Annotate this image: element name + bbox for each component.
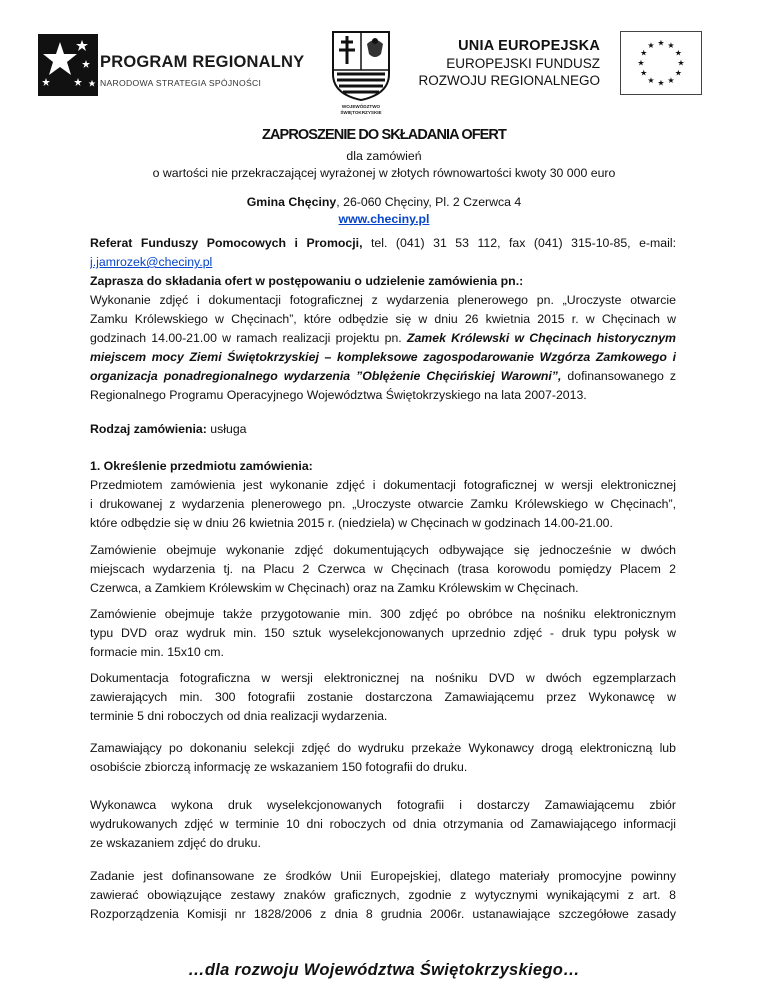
program-title: PROGRAM REGIONALNY: [100, 53, 305, 71]
program-subtitle: NARODOWA STRATEGIA SPÓJNOŚCI: [100, 78, 262, 88]
s1-p2-line3: Czerwca, a Zamkiem Królewskim w Chęcinach) oraz na Zamku Królewskim w Chęcinach.: [90, 581, 579, 595]
eu-star-icon: ★: [647, 41, 655, 51]
s1-p2-line2: miejscach wydarzenia tj. na Placu 2 Czerwca w Chęcinach (trasa korowodu pomiędzy Placem 2: [90, 562, 676, 576]
section1: [90, 457, 676, 533]
contact-block: [90, 234, 676, 272]
eu-fund-line2: ROZWOJU REGIONALNEGO: [418, 73, 600, 88]
department-name: Referat Funduszy Pomocowych i Promocji,: [90, 236, 363, 250]
eu-star-icon: ★: [674, 68, 682, 78]
email-link[interactable]: j.jamrozek@checiny.pl: [90, 255, 213, 269]
intro-line2: Zamku Królewskiego w Chęcinach”, które odbędzie się w dniu 26 kwietnia 2015 r. w Chęcinach w: [90, 312, 676, 326]
s1-paragraph7: [90, 867, 676, 924]
s1-p7-line1: Zadanie jest dofinansowane ze środków Unii Europejskiej, dlatego materiały promocyjne powinny: [90, 869, 676, 883]
intro-heading: Zaprasza do składania ofert w postępowaniu o udzielenie zamówienia pn.:: [90, 274, 524, 288]
intro-line6: Regionalnego Programu Operacyjnego Województwa Świętokrzyskiego na lata 2007-2013.: [90, 388, 587, 402]
order-type-value: usługa: [206, 422, 247, 436]
s1-p1-line3: które odbędzie się w dniu 26 kwietnia 2015 r. (niedziela) w Chęcinach w godzinach 14.00-21.00.: [90, 516, 613, 530]
title-line3: o wartości nie przekraczającej wyrażonej w złotych równowartości kwoty 30 000 euro: [152, 166, 616, 180]
project-name-part3: organizacja ponadregionalnego wydarzenia ”Oblężenie Chęcińskiej Warowni”,: [90, 369, 562, 383]
project-name-part2: miejscem mocy Ziemi Świętokrzyskiej – kompleksowe zagospodarowanie Wzgórza Zamkowego i: [90, 350, 676, 364]
intro-line1: Wykonanie zdjęć i dokumentacji fotograficznej z wydarzenia plenerowego pn. „Uroczyste otwarcie: [90, 293, 676, 307]
website-link[interactable]: www.checiny.pl: [338, 212, 430, 226]
section1-heading: 1. Określenie przedmiotu zamówienia:: [90, 459, 313, 473]
s1-p1-line2: i drukowanej z wydarzenia plenerowego pn. „Uroczyste otwarcie Zamku Królewskiego w Chęcinach”,: [90, 497, 676, 511]
organizer-address: , 26-060 Chęciny, Pl. 2 Czerwca 4: [336, 195, 522, 209]
coat-of-arms-icon: [331, 30, 391, 102]
s1-p1-line1: Przedmiotem zamówienia jest wykonanie zdjęć i dokumentacji fotograficznej w wersji elektronicznej: [90, 478, 676, 492]
s1-p4-line2: zawierających min. 300 fotografii zostanie dostarczona Zamawiającemu przez Wykonawcę w: [90, 690, 676, 704]
s1-p3-line1: Zamówienie obejmuje także przygotowanie min. 300 zdjęć po obróbce na nośniku elektronicznym: [90, 607, 676, 621]
s1-p6-line3: ze wskazaniem zdjęć do druku.: [90, 836, 261, 850]
eu-fund-line1: EUROPEJSKI FUNDUSZ: [446, 56, 600, 71]
eu-star-icon: ★: [657, 78, 665, 88]
crest-caption-line1: WOJEWÓDZTWO: [341, 104, 381, 109]
document-title: ZAPROSZENIE DO SKŁADANIA OFERT: [262, 127, 506, 143]
eu-star-icon: ★: [674, 48, 682, 58]
s1-paragraph6: [90, 796, 676, 853]
intro-line5-text: dofinansowanego z: [561, 369, 676, 383]
eu-star-icon: ★: [640, 48, 648, 58]
intro-block: [90, 272, 676, 405]
s1-p4-line3: terminie 5 dni roboczych od dnia realizacji wydarzenia.: [90, 709, 388, 723]
organizer-name: Gmina Chęciny: [246, 195, 337, 209]
eu-star-icon: ★: [647, 75, 655, 85]
contact-phone-fax: tel. (041) 31 53 112, fax (041) 315-10-85, e-mail:: [362, 236, 676, 250]
s1-paragraph5: [90, 739, 676, 777]
eu-star-icon: ★: [657, 38, 665, 48]
s1-p7-line2: zawierać obowiązujące zestawy znaków graficznych, zgodnie z wytycznymi wynikającymi z art. 8: [90, 888, 676, 902]
website-line: [0, 212, 768, 226]
s1-p3-line2: typu DVD oraz wydruk min. 150 sztuk wyselekcjonowanych uprzednio zdjęć - druk typu połysk w: [90, 626, 676, 640]
title-line2: dla zamówień: [346, 149, 422, 163]
s1-p4-line1: Dokumentacja fotograficzna w wersji elektronicznej na nośniku DVD w dwóch egzemplarzach: [90, 671, 676, 685]
s1-p3-line3: formacie min. 15x10 cm.: [90, 645, 224, 659]
eu-star-icon: ★: [667, 75, 675, 85]
s1-paragraph2: [90, 541, 676, 598]
crest-caption-line2: ŚWIĘTOKRZYSKIE: [340, 110, 382, 115]
eu-star-icon: ★: [667, 41, 675, 51]
s1-p6-line2: wydrukowanych zdjęć w terminie 10 dni roboczych od dnia otrzymania od Zamawiającego informacji: [90, 817, 676, 831]
s1-p7-line3: Rozporządzenia Komisji nr 1828/2006 z dnia 8 grudnia 2006r. ustanawiające szczegółowe zasady: [90, 907, 676, 921]
header: [0, 26, 768, 115]
s1-p5-line2: osobiście zbiorczą informację ze wskazaniem 150 fotografii do druku.: [90, 760, 468, 774]
eu-star-icon: ★: [677, 58, 685, 68]
s1-p5-line1: Zamawiający po dokonaniu selekcji zdjęć do wydruku przekaże Wykonawcy drogą elektroniczną lub: [90, 741, 676, 755]
eu-title: UNIA EUROPEJSKA: [458, 38, 600, 54]
order-type: [90, 420, 676, 439]
eu-star-icon: ★: [640, 68, 648, 78]
project-name-part1: Zamek Królewski w Chęcinach historycznym: [406, 331, 676, 345]
s1-paragraph3: [90, 605, 676, 662]
eu-star-icon: ★: [637, 58, 645, 68]
star-logo-icon: [38, 34, 98, 96]
intro-line3-text: godzinach 14.00-21.00 w ramach realizacji projektu pn.: [90, 331, 407, 345]
s1-p2-line1: Zamówienie obejmuje wykonanie zdjęć dokumentujących odbywające się jednocześnie w dwóch: [90, 543, 676, 557]
s1-p6-line1: Wykonawca wykona druk wyselekcjonowanych fotografii i dostarczy Zamawiającemu zbiór: [90, 798, 676, 812]
s1-paragraph4: [90, 669, 676, 726]
order-type-label: Rodzaj zamówienia:: [90, 422, 207, 436]
footer-slogan: …dla rozwoju Województwa Świętokrzyskiego…: [188, 961, 580, 979]
eu-flag-icon: [620, 31, 702, 95]
organizer-line: [0, 195, 768, 209]
